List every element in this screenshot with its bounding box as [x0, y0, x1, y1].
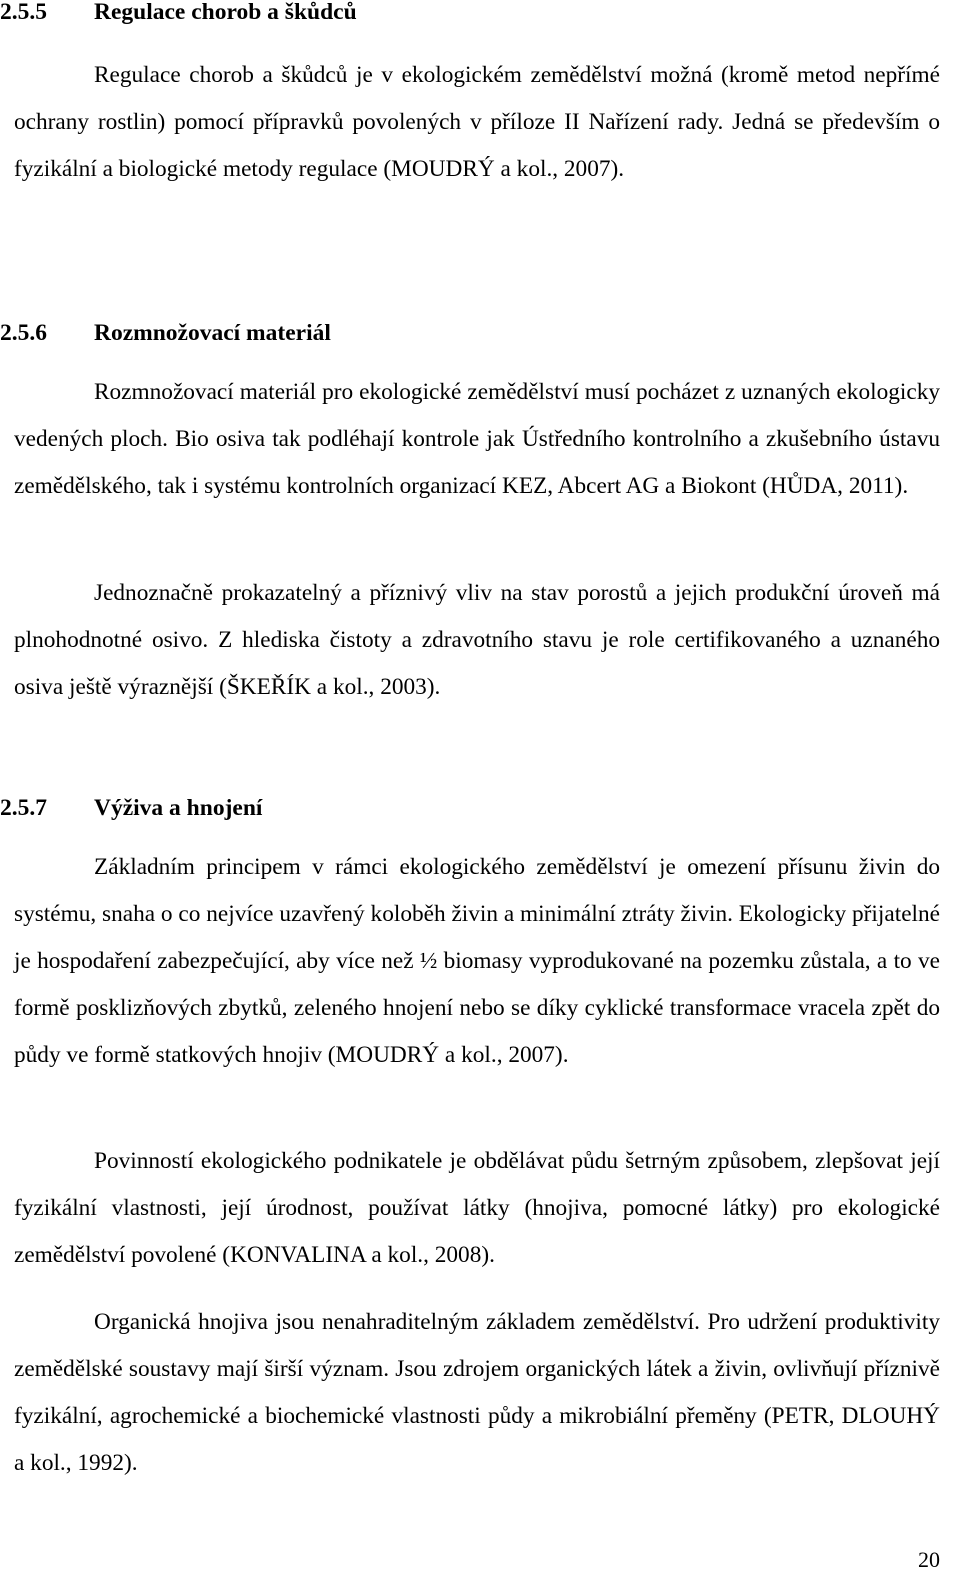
section-number: 2.5.5 [0, 0, 47, 25]
section-title: Rozmnožovací materiál [94, 320, 331, 346]
section-number: 2.5.7 [0, 795, 47, 821]
section-heading [0, 793, 262, 823]
page-number: 20 [918, 1547, 940, 1572]
paragraph: Základním principem v rámci ekologického zemědělství je omezení přísunu živin do systému, snaha o co nejvíce uzavřený koloběh živin a minimální ztráty živin. Ekologicky přijatelné je hospodaření zabezpečující, aby více než ½ biomasy vyprodukované na pozemku zůstala, a to ve formě posklizňových zbytků, zeleného hnojení nebo se díky cyklické transformace vracela zpět do půdy ve formě statkových hnojiv (MOUDRÝ a kol., 2007). [14, 854, 940, 1068]
paragraph: Povinností ekologického podnikatele je obdělávat půdu šetrným způsobem, zlepšovat její fyzikální vlastnosti, její úrodnost, používat látky (hnojiva, pomocné látky) pro ekologické zemědělství povolené (KONVALINA a kol., 2008). [14, 1148, 940, 1268]
paragraph: Rozmnožovací materiál pro ekologické zemědělství musí pocházet z uznaných ekologicky vedených ploch. Bio osiva tak podléhají kontrole jak Ústředního kontrolního a zkušebního ústavu zemědělského, tak i systému kontrolních organizací KEZ, Abcert AG a Biokont (HŮDA, 2011). [14, 379, 940, 499]
paragraph: Jednoznačně prokazatelný a příznivý vliv na stav porostů a jejich produkční úroveň má plnohodnotné osivo. Z hlediska čistoty a zdravotního stavu je role certifikovaného a uznaného osiva ještě výraznější (ŠKEŘÍK a kol., 2003). [14, 580, 940, 700]
paragraph: Organická hnojiva jsou nenahraditelným základem zemědělství. Pro udržení produktivity zemědělské soustavy mají širší význam. Jsou zdrojem organických látek a živin, ovlivňují příznivě fyzikální, agrochemické a biochemické vlastnosti půdy a mikrobiální přeměny (PETR, DLOUHÝ a kol., 1992). [14, 1309, 940, 1476]
section-heading [0, 318, 331, 348]
paragraph: Regulace chorob a škůdců je v ekologickém zemědělství možná (kromě metod nepřímé ochrany rostlin) pomocí přípravků povolených v příloze II Nařízení rady. Jedná se především o fyzikální a biologické metody regulace (MOUDRÝ a kol., 2007). [14, 62, 940, 182]
section-title: Výživa a hnojení [94, 795, 263, 821]
section-number: 2.5.6 [0, 320, 47, 346]
section-title: Regulace chorob a škůdců [94, 0, 357, 25]
section-heading [0, 0, 357, 27]
